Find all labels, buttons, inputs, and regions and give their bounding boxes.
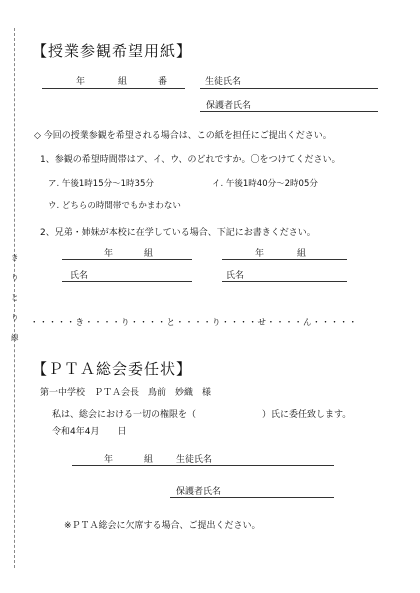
- request-student-name-label: 生徒氏名: [205, 77, 242, 87]
- option-i: イ. 午後1時40分～2時05分: [212, 179, 318, 189]
- sibling1-class-label: 組: [144, 249, 154, 259]
- proxy-form-title: 【ＰＴＡ総会委任状】: [32, 360, 193, 378]
- request-class-line[interactable]: [42, 88, 185, 89]
- cut-char-3: と: [11, 293, 19, 302]
- proxy-date: 令和4年4月 日: [52, 427, 127, 437]
- proxy-footnote: ※ＰＴＡ総会に欠席する場合、ご提出ください。: [64, 521, 261, 531]
- request-year-label: 年: [76, 77, 86, 87]
- sibling2-class-line[interactable]: [222, 259, 347, 260]
- sibling1-name-line[interactable]: [62, 281, 192, 282]
- cut-char-5: 線: [11, 333, 19, 342]
- request-guardian-name-label: 保護者氏名: [206, 101, 252, 111]
- request-number-label: 番: [158, 77, 168, 87]
- proxy-body-after: ）氏に委任致します。: [262, 410, 352, 420]
- cut-char-2: り: [11, 273, 19, 282]
- option-u: ウ. どちらの時間帯でもかまわない: [48, 201, 181, 211]
- proxy-addressee: 第一中学校 ＰＴＡ会長 鳥前 妙織 様: [40, 388, 212, 398]
- request-form-title: 【授業参観希望用紙】: [32, 42, 193, 60]
- question-1: 1、参観の希望時間帯はア、イ、ウ、のどれですか。〇をつけてください。: [40, 155, 341, 165]
- request-notice: ◇ 今回の授業参観を希望される場合は、この紙を担任にご提出ください。: [34, 131, 332, 141]
- sibling1-year-label: 年: [104, 249, 114, 259]
- horizontal-cut-line: ・・・・・き・・・・り・・・・と・・・・り・・・・せ・・・・ん・・・・・: [30, 318, 358, 328]
- cut-char-1: き: [11, 253, 19, 262]
- proxy-guardian-name-label: 保護者氏名: [176, 487, 222, 497]
- option-a: ア. 午後1時15分～1時35分: [48, 179, 154, 189]
- sibling2-name-label: 氏名: [226, 271, 245, 281]
- proxy-guardian-line[interactable]: [170, 497, 334, 498]
- proxy-student-line[interactable]: [72, 465, 334, 466]
- proxy-year-label: 年: [104, 455, 114, 465]
- proxy-body-before: 私は、総会における一切の権限を（: [52, 410, 197, 420]
- sibling2-class-label: 組: [297, 249, 307, 259]
- proxy-student-name-label: 生徒氏名: [176, 455, 213, 465]
- request-guardian-name-line[interactable]: [200, 111, 378, 112]
- cut-char-4: り: [11, 313, 19, 322]
- sibling2-year-label: 年: [255, 249, 265, 259]
- request-class-label: 組: [118, 77, 128, 87]
- sibling1-class-line[interactable]: [62, 259, 192, 260]
- sibling1-name-label: 氏名: [70, 271, 89, 281]
- sibling2-name-line[interactable]: [222, 281, 347, 282]
- request-student-name-line[interactable]: [200, 88, 378, 89]
- proxy-class-label: 組: [144, 455, 154, 465]
- question-2: 2、兄弟・姉妹が本校に在学している場合、下記にお書きください。: [40, 228, 316, 238]
